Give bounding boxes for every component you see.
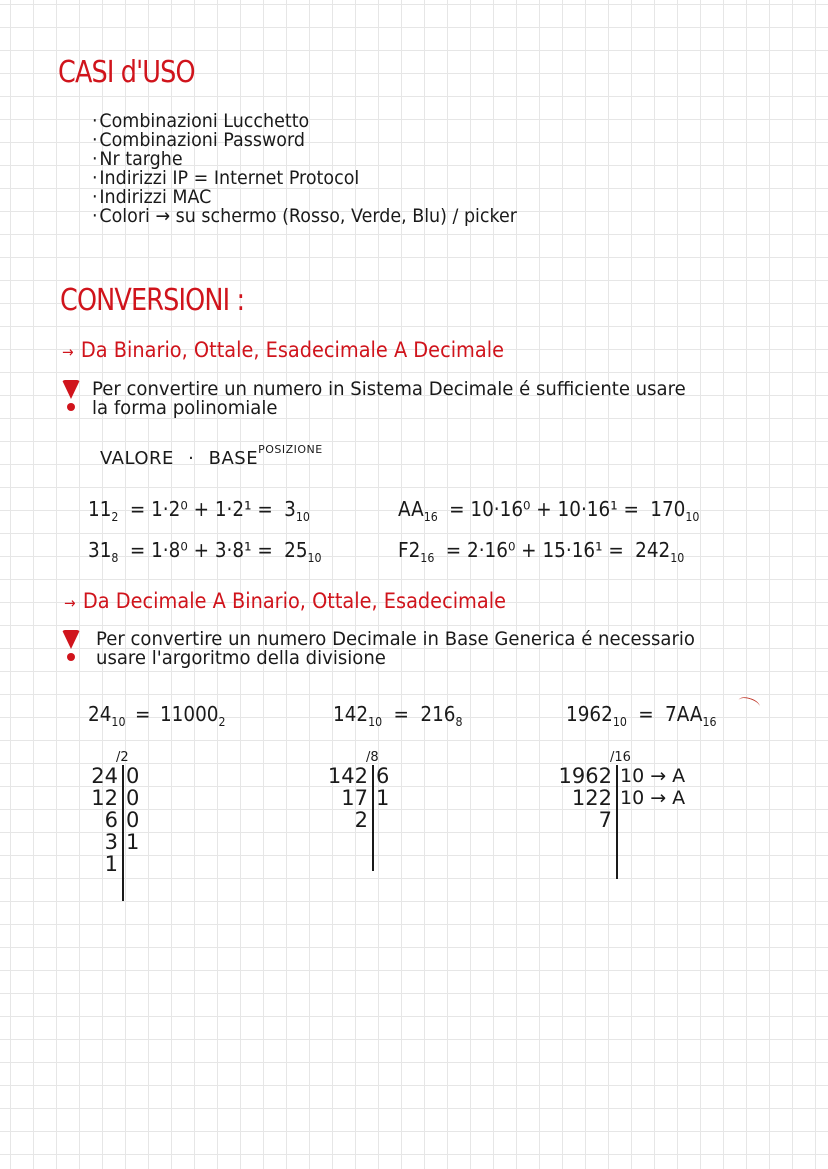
remainder: 10 → A (620, 787, 686, 809)
example-result-base: 10 (295, 510, 310, 524)
list-item: · Indirizzi MAC (92, 188, 517, 207)
quotient: 1962 (558, 764, 612, 788)
quotient: 1 (104, 852, 118, 876)
divisor-label: /2 (116, 750, 129, 765)
list-item: · Combinazioni Lucchetto (92, 112, 517, 131)
quotient: 122 (571, 786, 612, 810)
remainder: 0 (126, 808, 140, 832)
quotient-column (328, 765, 372, 831)
arrow-right-icon: → (62, 343, 74, 361)
result-value: 11000 (159, 702, 219, 726)
result-equals: = (393, 702, 409, 726)
example-expansion: = 10·16⁰ + 10·16¹ = (449, 497, 639, 521)
result-equals: = (638, 702, 654, 726)
example-lhs: F2 (398, 538, 421, 562)
result-lhs: 24 (88, 702, 112, 726)
example-lhs-base: 16 (423, 510, 438, 524)
divisor-label: /8 (366, 750, 379, 765)
list-item: · Colori → su schermo (Rosso, Verde, Blu) / picker (92, 207, 517, 226)
example-lhs: AA (398, 497, 424, 521)
example-binary (88, 497, 310, 524)
subheading-text: Da Binario, Ottale, Esadecimale A Decimale (80, 338, 504, 362)
quotient: 12 (91, 786, 118, 810)
note-to-decimal (92, 380, 686, 418)
quotient-column (91, 765, 122, 875)
formula-dot: · (188, 448, 195, 469)
note-line: usare l'argoritmo della divisione (96, 647, 386, 669)
example-result: 3 (284, 497, 296, 521)
list-item: · Combinazioni Password (92, 131, 517, 150)
remainder: 6 (376, 764, 390, 788)
warning-icon (61, 630, 81, 670)
use-cases-list (92, 112, 517, 226)
example-result-base: 10 (307, 551, 322, 565)
result-equals: = (135, 702, 151, 726)
quotient: 142 (327, 764, 368, 788)
quotient: 24 (91, 764, 118, 788)
example-lhs: 31 (88, 538, 112, 562)
result-binary (88, 702, 226, 729)
note-from-decimal (96, 630, 695, 668)
result-value-base: 16 (702, 715, 717, 729)
subheading-to-decimal (62, 338, 504, 362)
remainder: 10 → A (620, 765, 686, 787)
list-item: · Indirizzi IP = Internet Protocol (92, 169, 517, 188)
example-lhs-base: 16 (420, 551, 435, 565)
formula-value: VALORE (100, 448, 174, 469)
list-item: · Nr targhe (92, 150, 517, 169)
result-lhs: 142 (333, 702, 369, 726)
formula-exponent: POSIZIONE (258, 443, 323, 456)
remainder: 1 (126, 830, 140, 854)
arrow-right-icon: → (64, 594, 76, 612)
quotient-column (559, 765, 616, 831)
result-octal (333, 702, 463, 729)
result-lhs: 1962 (566, 702, 613, 726)
result-lhs-base: 10 (111, 715, 126, 729)
quotient: 6 (104, 808, 118, 832)
remainder: 1 (376, 786, 390, 810)
note-line: la forma polinomiale (92, 397, 278, 419)
example-hex-f2 (398, 538, 684, 565)
section-title-conversions: CONVERSIONI : (60, 283, 245, 318)
polynomial-formula (100, 443, 323, 469)
example-result: 242 (635, 538, 671, 562)
remainder: 0 (126, 786, 140, 810)
note-line: Per convertire un numero in Sistema Decimale é sufficiente usare (92, 378, 686, 400)
quotient: 2 (354, 808, 368, 832)
remainder: 0 (126, 764, 140, 788)
stray-pen-mark (737, 695, 761, 712)
example-result-base: 10 (670, 551, 685, 565)
example-lhs-base: 2 (111, 510, 119, 524)
example-lhs: 11 (88, 497, 112, 521)
example-lhs-base: 8 (111, 551, 119, 565)
warning-icon (61, 380, 81, 420)
example-result: 170 (650, 497, 686, 521)
subheading-text: Da Decimale A Binario, Ottale, Esadecimale (82, 589, 506, 613)
remainder-column (616, 765, 685, 809)
result-lhs-base: 10 (368, 715, 383, 729)
remainder-column (372, 765, 389, 809)
note-line: Per convertire un numero Decimale in Base Generica é necessario (96, 628, 695, 650)
result-value: 216 (420, 702, 456, 726)
result-lhs-base: 10 (612, 715, 627, 729)
subheading-from-decimal (64, 589, 506, 613)
result-hex (566, 702, 717, 729)
example-result: 25 (284, 538, 308, 562)
example-expansion: = 1·8⁰ + 3·8¹ = (129, 538, 273, 562)
quotient: 17 (341, 786, 368, 810)
remainder-column (122, 765, 139, 853)
quotient: 7 (598, 808, 612, 832)
example-hex-aa (398, 497, 699, 524)
result-value-base: 2 (218, 715, 226, 729)
section-title-use-cases: CASI d'USO (58, 55, 195, 90)
example-expansion: = 1·2⁰ + 1·2¹ = (129, 497, 273, 521)
quotient: 3 (104, 830, 118, 854)
example-result-base: 10 (685, 510, 700, 524)
example-expansion: = 2·16⁰ + 15·16¹ = (445, 538, 624, 562)
result-value: 7AA (665, 702, 703, 726)
divisor-label: /16 (610, 750, 631, 765)
result-value-base: 8 (455, 715, 463, 729)
formula-base: BASE (208, 448, 259, 469)
example-octal (88, 538, 322, 565)
